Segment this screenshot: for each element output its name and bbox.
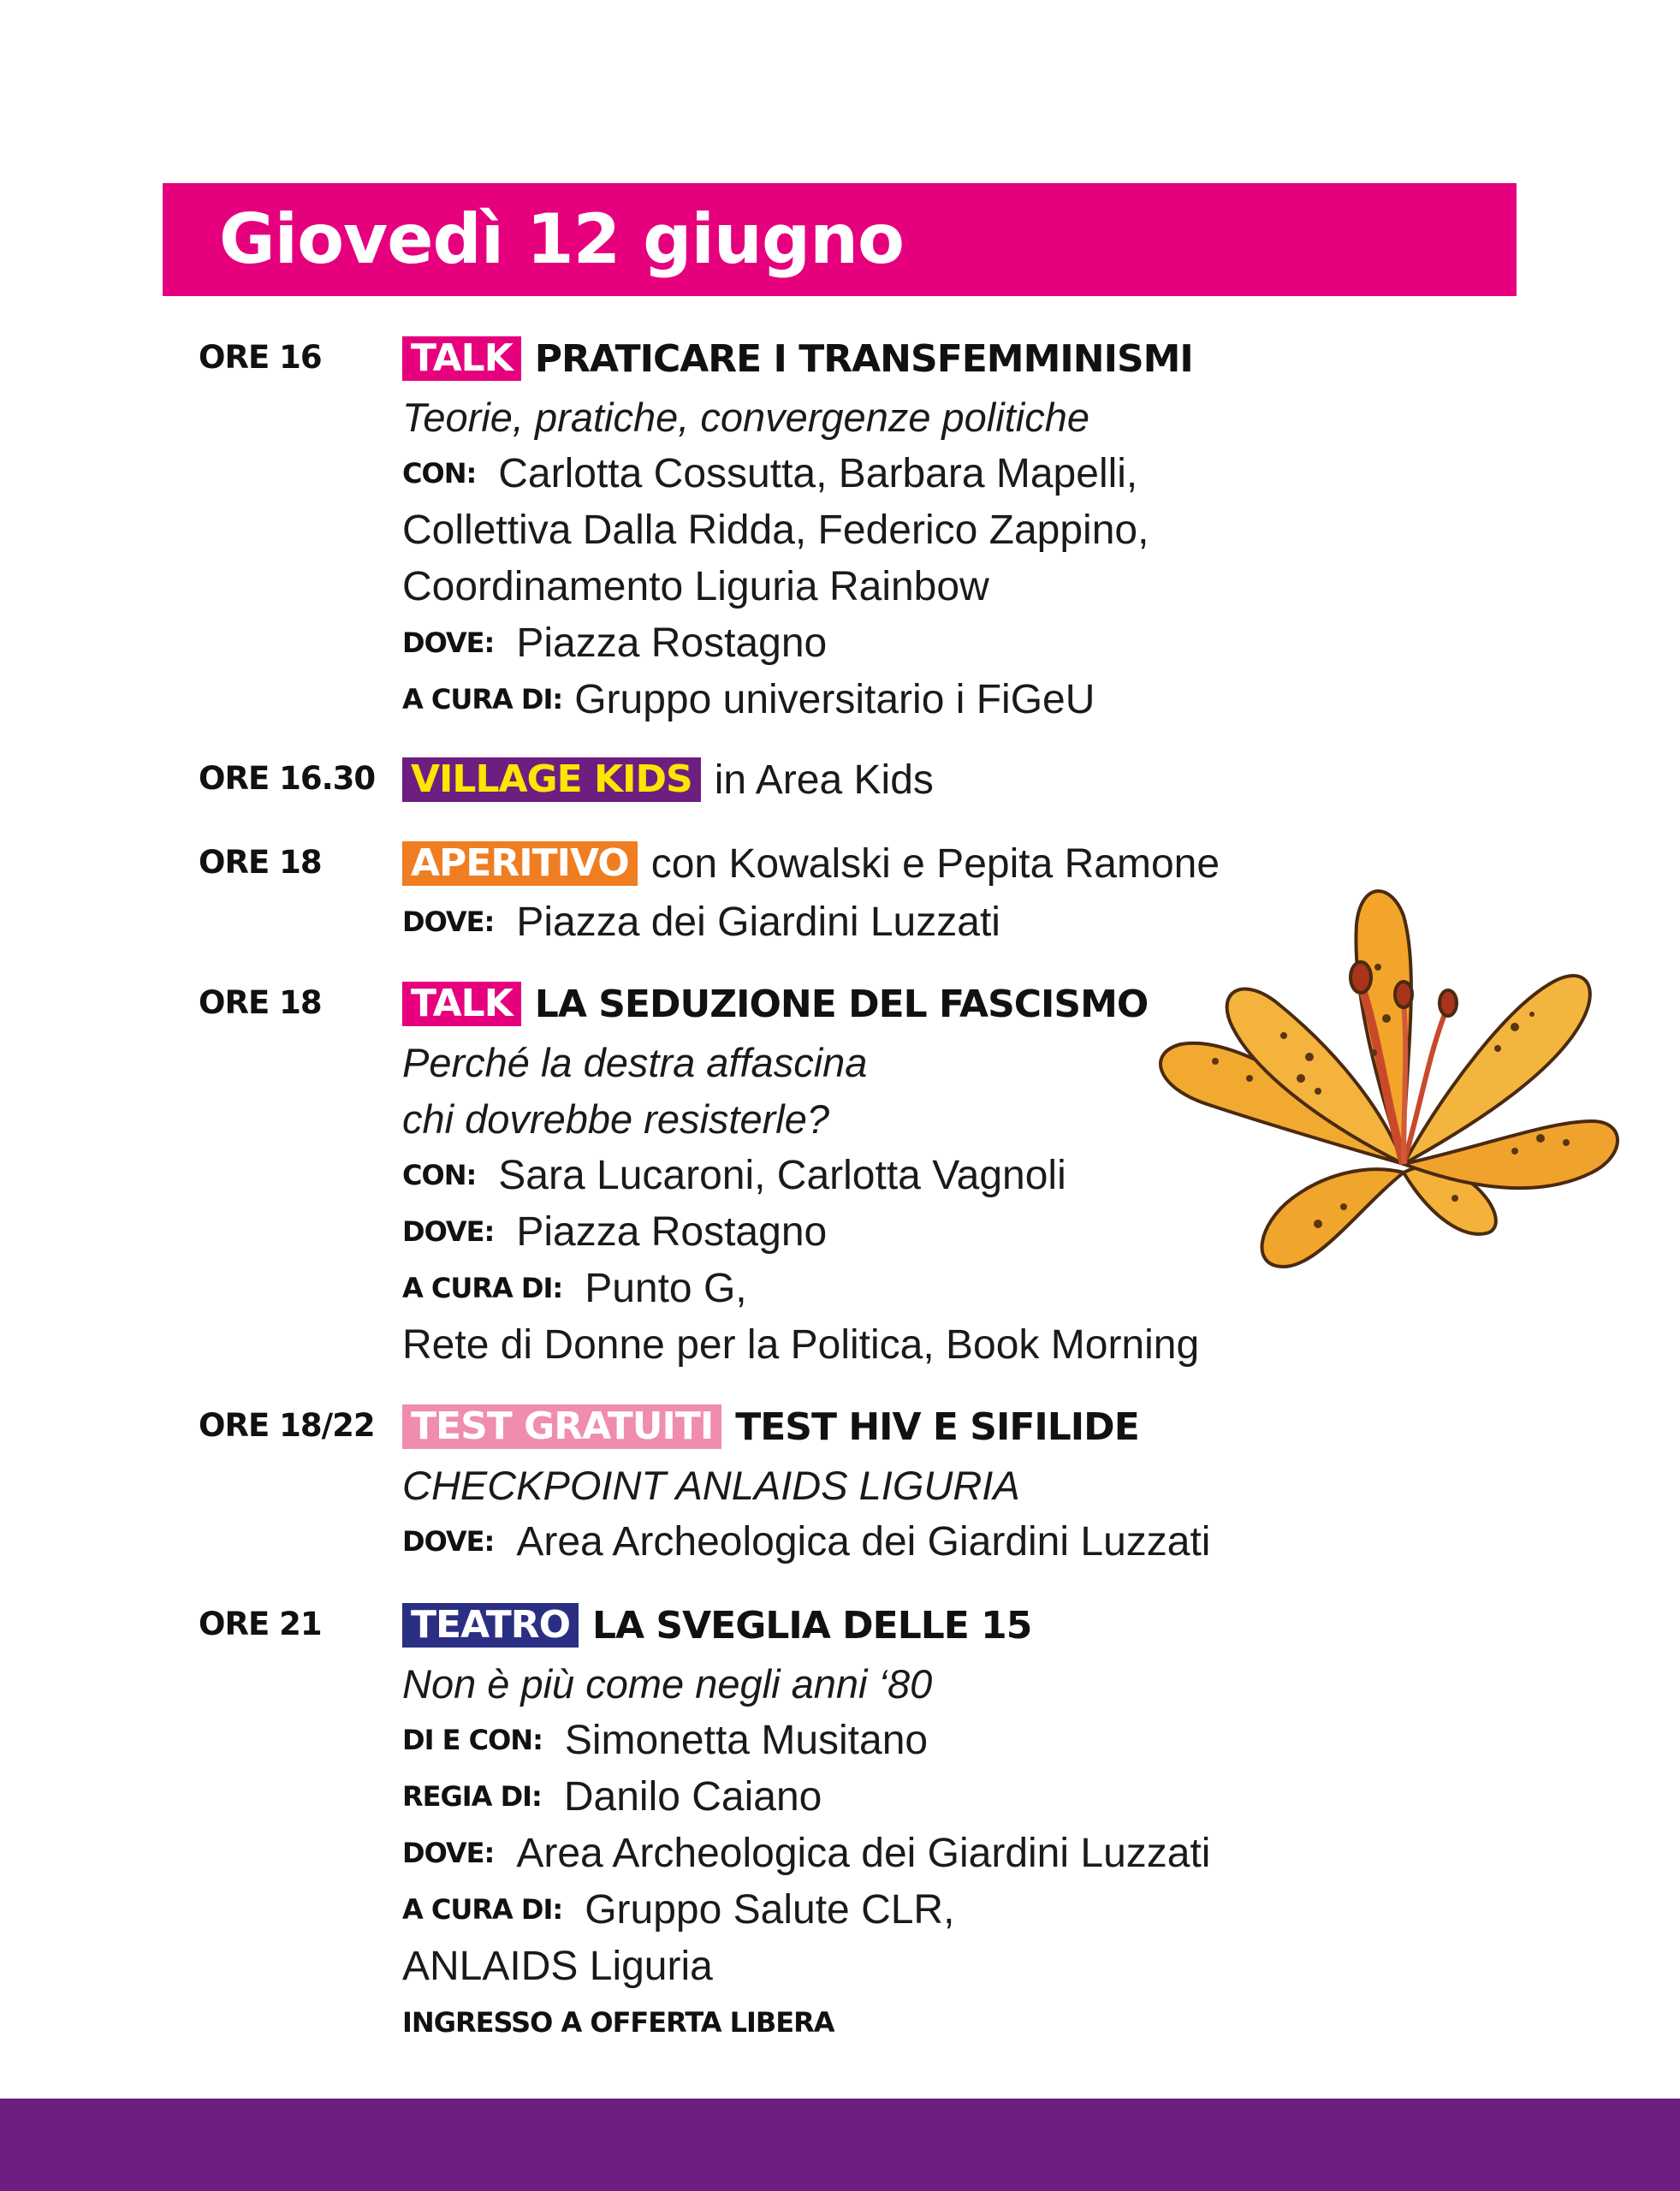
event-time: ORE 18: [199, 844, 322, 881]
event-title: TEST HIV E SIFILIDE: [735, 1404, 1139, 1449]
dove-label: DOVE:: [402, 1215, 495, 1248]
event-text: in Area Kids: [714, 757, 934, 803]
con-value: Collettiva Dalla Ridda, Federico Zappino,: [402, 507, 1149, 553]
dove-value: Piazza dei Giardini Luzzati: [516, 899, 1000, 945]
tag-talk: TALK: [402, 336, 521, 381]
dove-value: Piazza Rostagno: [516, 1208, 828, 1255]
tag-teatro: TEATRO: [402, 1603, 579, 1648]
tag-test-gratuiti: TEST GRATUITI: [402, 1404, 721, 1449]
tag-village-kids: VILLAGE KIDS: [402, 757, 701, 802]
event-title: LA SEDUZIONE DEL FASCISMO: [534, 982, 1149, 1026]
dicon-label: DI E CON:: [402, 1724, 543, 1756]
dove-value: Area Archeologica dei Giardini Luzzati: [516, 1830, 1211, 1876]
con-value: Carlotta Cossutta, Barbara Mapelli,: [498, 450, 1138, 496]
con-label: CON:: [402, 1159, 477, 1191]
event-subtitle: Perché la destra affascina: [402, 1039, 868, 1085]
dove-label: DOVE:: [402, 905, 495, 938]
tag-talk: TALK: [402, 982, 521, 1026]
event-time: ORE 18/22: [199, 1407, 375, 1444]
day-title: Giovedì 12 giugno: [219, 199, 904, 279]
event-subtitle: CHECKPOINT ANLAIDS LIGURIA: [402, 1462, 1020, 1508]
regia-label: REGIA DI:: [402, 1780, 542, 1813]
cura-value: Punto G,: [585, 1265, 747, 1311]
con-value: Coordinamento Liguria Rainbow: [402, 563, 989, 609]
dove-value: Piazza Rostagno: [516, 620, 828, 666]
event-time: ORE 16.30: [199, 760, 376, 797]
dove-value: Area Archeologica dei Giardini Luzzati: [516, 1518, 1211, 1565]
event-subtitle: Non è più come negli anni ‘80: [402, 1660, 933, 1707]
tag-aperitivo: APERITIVO: [402, 841, 638, 886]
footer-bar: [0, 2099, 1680, 2191]
event-note: INGRESSO A OFFERTA LIBERA: [402, 2006, 834, 2039]
event-subtitle: Teorie, pratiche, convergenze politiche: [402, 394, 1089, 440]
cura-value: Rete di Donne per la Politica, Book Morning: [402, 1321, 1200, 1368]
con-label: CON:: [402, 457, 477, 490]
dove-label: DOVE:: [402, 626, 495, 659]
cura-label: A CURA DI:: [402, 1893, 563, 1926]
day-header: [163, 183, 1517, 296]
event-subtitle: chi dovrebbe resisterle?: [402, 1096, 829, 1142]
regia-value: Danilo Caiano: [563, 1773, 822, 1820]
dove-label: DOVE:: [402, 1837, 495, 1869]
dicon-value: Simonetta Musitano: [564, 1717, 929, 1763]
event-title: LA SVEGLIA DELLE 15: [592, 1603, 1032, 1648]
cura-label: A CURA DI:: [402, 683, 563, 715]
cura-value: ANLAIDS Liguria: [402, 1943, 713, 1989]
cura-value: Gruppo Salute CLR,: [585, 1886, 955, 1933]
event-time: ORE 18: [199, 984, 322, 1021]
event-time: ORE 21: [199, 1606, 322, 1642]
dove-label: DOVE:: [402, 1525, 495, 1558]
con-value: Sara Lucaroni, Carlotta Vagnoli: [498, 1152, 1066, 1198]
cura-label: A CURA DI:: [402, 1272, 563, 1304]
event-text: con Kowalski e Pepita Ramone: [650, 840, 1220, 887]
cura-value: Gruppo universitario i FiGeU: [574, 676, 1095, 722]
event-time: ORE 16: [199, 339, 322, 376]
event-title: PRATICARE I TRANSFEMMINISMI: [534, 336, 1193, 381]
lily-flower-illustration: [1147, 864, 1626, 1292]
